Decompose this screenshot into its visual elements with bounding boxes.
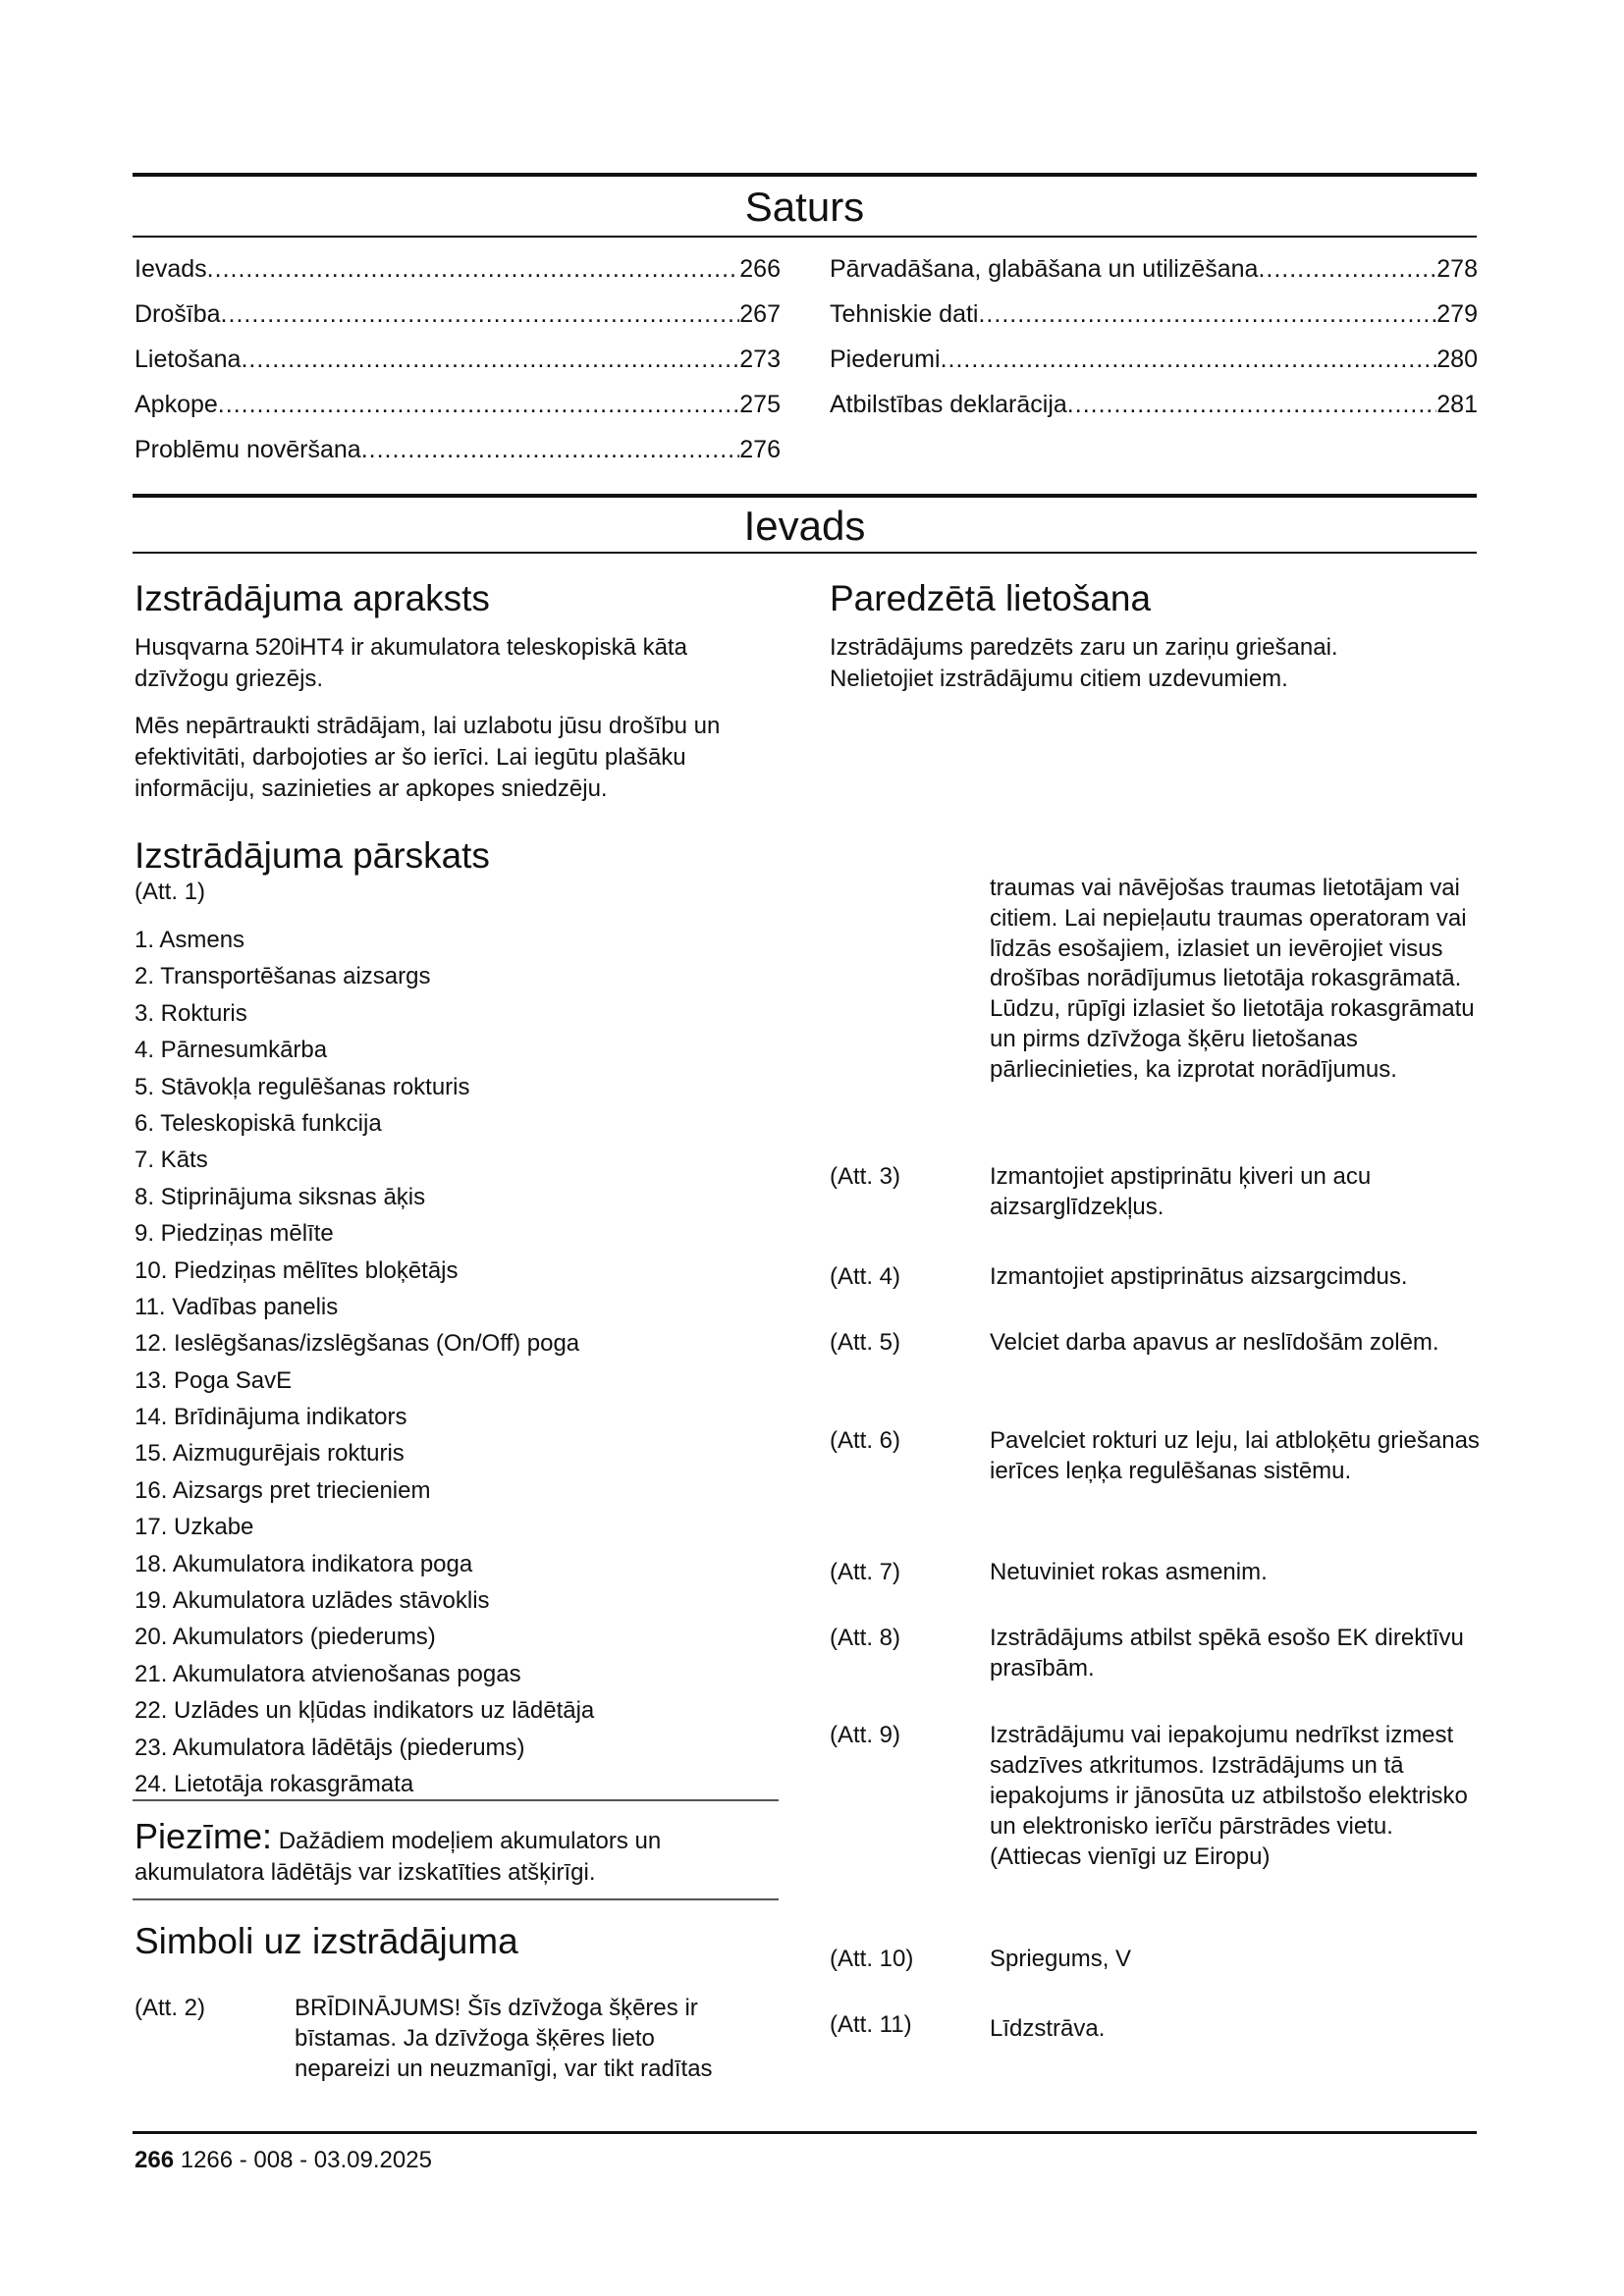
list-item: 17. Uzkabe	[135, 1514, 254, 1541]
toc-entry-label: Ievads	[135, 255, 207, 283]
toc-entry-label: Lietošana	[135, 346, 242, 373]
symbol-text: BRĪDINĀJUMS! Šīs dzīvžoga šķēres ir bīstamas. Ja dzīvžoga šķēres lieto nepareizi un neuzmanīgi, var tikt radītas	[295, 1995, 713, 2082]
note-text: Dažādiem modeļiem akumulators un akumulatora lādētājs var izskatīties atšķirīgi.	[135, 1828, 662, 1886]
symbol-text: Izmantojiet apstiprinātu ķiveri un acu aizsarglīdzekļus.	[990, 1163, 1372, 1220]
description-paragraph-2: Mēs nepārtraukti strādājam, lai uzlabotu jūsu drošību un efektivitāti, darbojoties ar šo ierīci. Lai iegūtu plašāku informāciju, sazinieties ar apkopes sniedzēju.	[135, 713, 721, 802]
symbol-ref: (Att. 4)	[830, 1263, 901, 1290]
symbol-ref: (Att. 8)	[830, 1625, 901, 1651]
list-item: 5. Stāvokļa regulēšanas rokturis	[135, 1073, 470, 1100]
intro-title: Ievads	[743, 503, 866, 549]
list-item: 18. Akumulatora indikatora poga	[135, 1550, 473, 1577]
list-item: 6. Teleskopiskā funkcija	[135, 1109, 382, 1137]
toc-entry-label: Problēmu novēršana	[135, 436, 361, 463]
toc-left-column	[135, 246, 781, 472]
list-item: 1. Asmens	[135, 927, 245, 953]
note-label: Piezīme:	[135, 1816, 273, 1856]
footer-doc-code: 1266 - 008 - 03.09.2025	[174, 2147, 432, 2173]
symbol-text: Izmantojiet apstiprinātus aizsargcimdus.	[990, 1263, 1408, 1290]
toc-leader	[1258, 246, 1436, 292]
intro-top-rule	[133, 494, 1477, 498]
toc-entry-label: Drošība	[135, 300, 221, 328]
symbol-text: Līdzstrāva.	[990, 2015, 1106, 2042]
list-item: 20. Akumulators (piederums)	[135, 1624, 436, 1651]
list-item: 22. Uzlādes un kļūdas indikators uz lādētāja	[135, 1697, 595, 1725]
toc-entry-page: 278	[1436, 255, 1478, 283]
list-item: 19. Akumulatora uzlādes stāvoklis	[135, 1587, 490, 1615]
note-bottom-rule	[133, 1898, 779, 1900]
symbol-text: Velciet darba apavus ar neslīdošām zolēm.	[990, 1329, 1439, 1356]
symbol-text: Izstrādājums atbilst spēkā esošo EK direktīvu prasībām.	[990, 1625, 1464, 1682]
list-item: 9. Piedziņas mēlīte	[135, 1220, 334, 1248]
toc-entry-page: 275	[739, 391, 781, 418]
list-item: 21. Akumulatora atvienošanas pogas	[135, 1660, 521, 1687]
intro-bottom-rule	[133, 552, 1477, 554]
list-item: 10. Piedziņas mēlītes bloķētājs	[135, 1256, 459, 1284]
description-paragraph-1: Husqvarna 520iHT4 ir akumulatora teleskopiskā kāta dzīvžogu griezējs.	[135, 634, 687, 692]
toc-entry[interactable]	[830, 246, 1478, 292]
symbol-ref: (Att. 3)	[830, 1163, 901, 1190]
footer-rule	[133, 2131, 1477, 2134]
parts-list	[135, 922, 594, 1802]
toc-leader	[221, 292, 740, 337]
toc-leader	[241, 337, 739, 382]
intended-use-text: Izstrādājums paredzēts zaru un zariņu griešanai. Nelietojiet izstrādājumu citiem uzdevumiem.	[830, 634, 1338, 692]
toc-leader	[218, 382, 739, 427]
toc-leader	[361, 427, 740, 472]
list-item: 23. Akumulatora lādētājs (piederums)	[135, 1734, 525, 1761]
page-footer	[135, 2146, 432, 2175]
note-box	[135, 1816, 783, 1889]
list-item: 13. Poga SavE	[135, 1366, 293, 1394]
toc-entry-label: Atbilstības deklarācija	[830, 391, 1067, 418]
symbol-ref: (Att. 2)	[135, 1995, 206, 2021]
symbol-text: Izstrādājumu vai iepakojumu nedrīkst izmest sadzīves atkritumos. Izstrādājums un tā iepakojums ir jānosūta uz atbilstošo elektrisko un elektronisko ierīču pārstrādes vietu. (Attiecas vienīgi uz Eiropu)	[990, 1722, 1468, 1870]
toc-entry[interactable]	[135, 427, 781, 472]
toc-leader	[1067, 382, 1436, 427]
toc-bottom-rule	[133, 236, 1477, 238]
list-item: 11. Vadības panelis	[135, 1293, 339, 1320]
toc-entry-page: 273	[739, 346, 781, 373]
symbol-ref: (Att. 5)	[830, 1329, 901, 1356]
toc-entry-label: Tehniskie dati	[830, 300, 979, 328]
list-item: 4. Pārnesumkārba	[135, 1037, 328, 1064]
symbols-heading: Simboli uz izstrādājuma	[135, 1921, 518, 1961]
list-item: 7. Kāts	[135, 1147, 208, 1174]
footer-page-number: 266	[135, 2147, 175, 2173]
toc-right-column	[830, 246, 1478, 427]
toc-entry-label: Pārvadāšana, glabāšana un utilizēšana	[830, 255, 1259, 283]
symbol-text: Spriegums, V	[990, 1946, 1132, 1972]
toc-entry-page: 266	[739, 255, 781, 283]
note-top-rule	[133, 1799, 779, 1801]
toc-entry-page: 280	[1436, 346, 1478, 373]
toc-entry-page: 267	[739, 300, 781, 328]
list-item: 3. Rokturis	[135, 999, 247, 1027]
toc-top-rule	[133, 173, 1477, 177]
toc-leader	[978, 292, 1436, 337]
symbol-ref: (Att. 9)	[830, 1722, 901, 1748]
intended-use-heading: Paredzētā lietošana	[830, 578, 1152, 618]
symbol-ref: (Att. 6)	[830, 1427, 901, 1454]
list-item: 15. Aizmugurējais rokturis	[135, 1440, 405, 1468]
overview-figure-ref: (Att. 1)	[135, 879, 206, 905]
list-item: 16. Aizsargs pret triecieniem	[135, 1476, 431, 1504]
list-item: 14. Brīdinājuma indikators	[135, 1404, 407, 1431]
toc-entry-label: Piederumi	[830, 346, 941, 373]
list-item: 2. Transportēšanas aizsargs	[135, 963, 431, 990]
toc-entry-label: Apkope	[135, 391, 218, 418]
toc-entry[interactable]	[830, 292, 1478, 337]
symbol-ref: (Att. 10)	[830, 1946, 914, 1972]
toc-title: Saturs	[744, 184, 865, 230]
symbol-warning-continuation: traumas vai nāvējošas traumas lietotājam vai citiem. Lai nepieļautu traumas operatoram vai līdzās esošajiem, izlasiet un ievērojiet visus drošības norādījumus lietotāja rokasgrāmatā. Lūdzu, rūpīgi izlasiet šo lietotāja rokasgrāmatu un pirms dzīvžoga šķēru lietošanas pārliecinieties, ka izprotat norādījumus.	[990, 875, 1475, 1083]
toc-entry[interactable]	[830, 382, 1478, 427]
toc-entry[interactable]	[830, 337, 1478, 382]
toc-leader	[207, 246, 740, 292]
toc-entry-page: 281	[1436, 391, 1478, 418]
symbol-ref: (Att. 7)	[830, 1559, 901, 1585]
toc-entry[interactable]	[135, 246, 781, 292]
symbol-text: Pavelciet rokturi uz leju, lai atbloķētu griešanas ierīces leņķa regulēšanas sistēmu.	[990, 1427, 1480, 1484]
toc-entry[interactable]	[135, 382, 781, 427]
toc-entry-page: 276	[739, 436, 781, 463]
description-heading: Izstrādājuma apraksts	[135, 578, 490, 618]
toc-entry-page: 279	[1436, 300, 1478, 328]
toc-entry[interactable]	[135, 292, 781, 337]
list-item: 24. Lietotāja rokasgrāmata	[135, 1770, 414, 1797]
symbol-text: Netuviniet rokas asmenim.	[990, 1559, 1268, 1585]
overview-heading: Izstrādājuma pārskats	[135, 835, 490, 876]
toc-entry[interactable]	[135, 337, 781, 382]
symbol-ref: (Att. 11)	[830, 2011, 912, 2038]
list-item: 8. Stiprinājuma siksnas āķis	[135, 1183, 426, 1210]
toc-leader	[941, 337, 1437, 382]
list-item: 12. Ieslēgšanas/izslēgšanas (On/Off) poga	[135, 1330, 580, 1358]
